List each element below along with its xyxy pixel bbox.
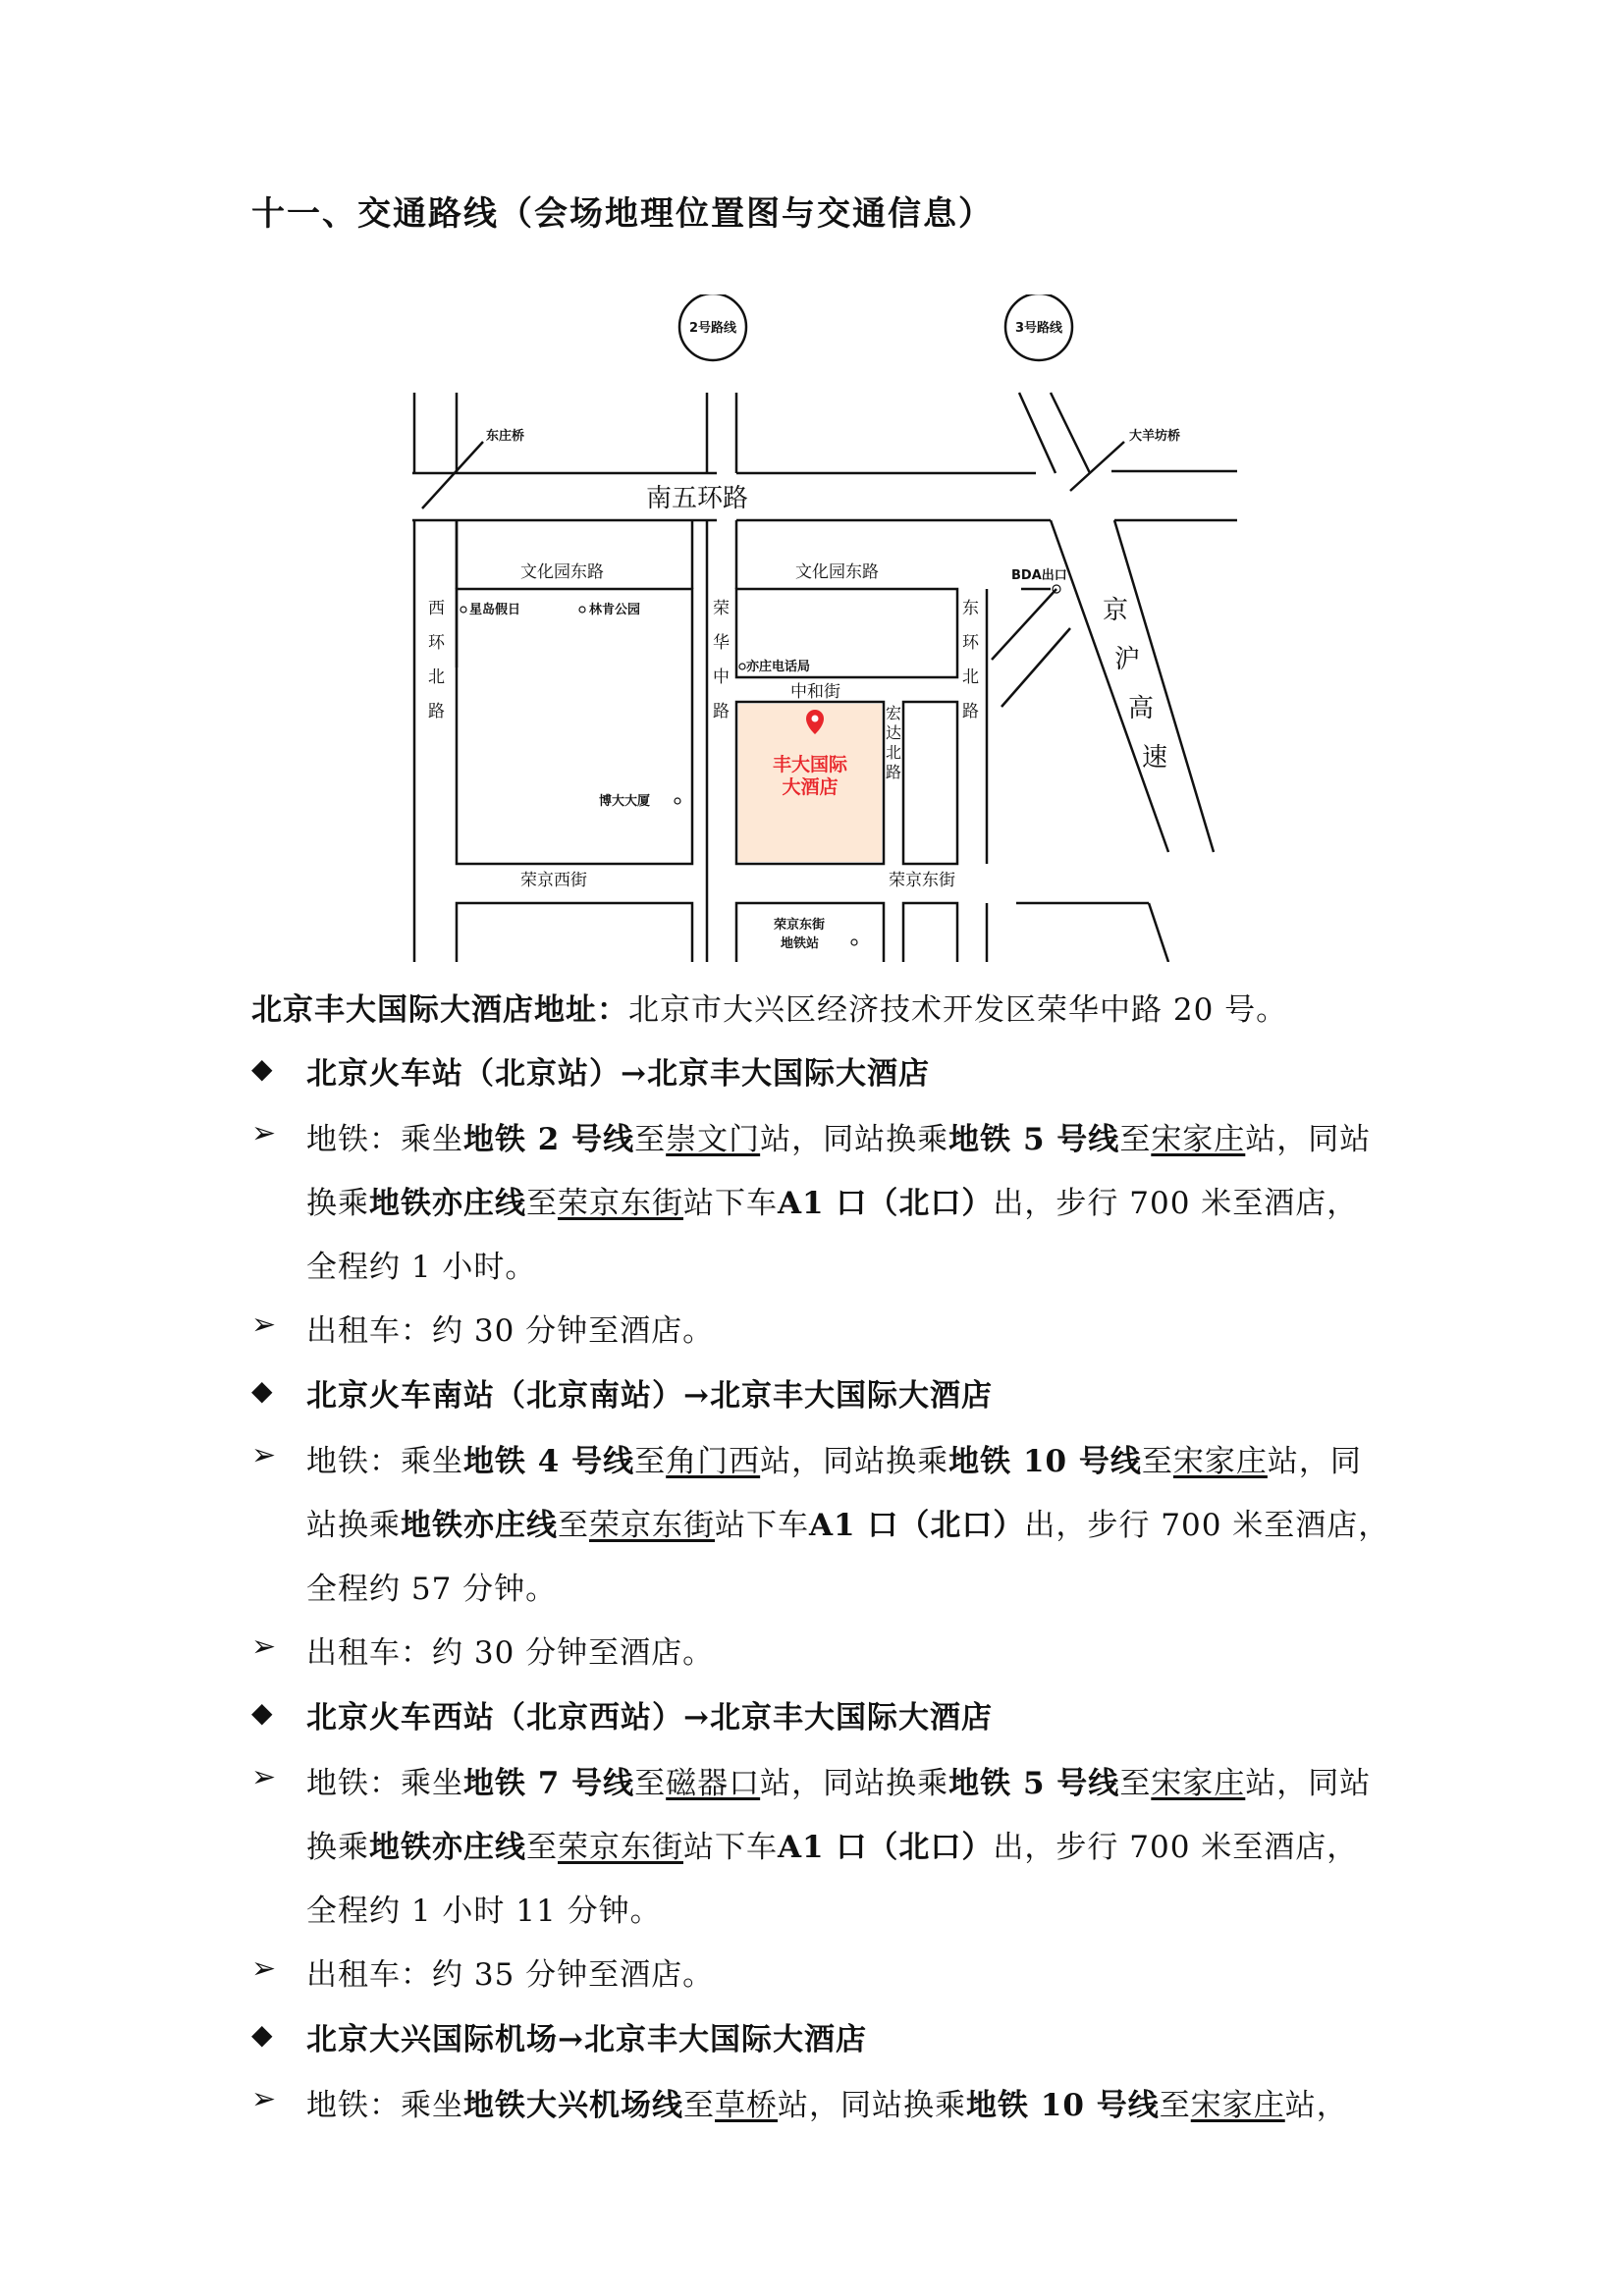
zhonghe-label: 中和街	[790, 682, 840, 702]
arrow-icon: ➢	[251, 2082, 277, 2116]
route-1-subway-line2: 换乘地铁亦庄线至荣京东街站下车A1 口（北口）出，步行 700 米至酒店，	[306, 1186, 1359, 1221]
route-2-title: 北京火车南站（北京南站）→北京丰大国际大酒店	[306, 1378, 993, 1414]
route-1-subway-line3: 全程约 1 小时。	[306, 1250, 537, 1285]
donghuan-3: 北	[962, 667, 979, 687]
diamond-icon: ◆	[251, 2018, 273, 2051]
jinghu-label-4: 速	[1141, 743, 1168, 773]
xihuan-3: 北	[428, 667, 445, 687]
donghuan-1: 东	[962, 599, 979, 618]
hongda-3: 北	[886, 743, 902, 762]
ronghua-1: 荣	[713, 599, 730, 618]
jinghu-label-2: 沪	[1113, 645, 1141, 674]
route-1-subway-line1: 地铁：乘坐地铁 2 号线至崇文门站，同站换乘地铁 5 号线至宋家庄站，同站	[306, 1122, 1372, 1157]
route-1-title: 北京火车站（北京站）→北京丰大国际大酒店	[306, 1056, 930, 1092]
rongjing-east-label: 荣京东街	[889, 871, 955, 890]
xihuan-2: 环	[428, 633, 445, 653]
hotel-label-2: 大酒店	[782, 776, 839, 798]
address-value: 北京市大兴区经济技术开发区荣华中路 20 号。	[628, 992, 1288, 1028]
xihuan-1: 西	[428, 599, 445, 618]
arrow-icon: ➢	[251, 1951, 277, 1986]
wenhua-road-east: 文化园东路	[795, 562, 879, 582]
rongjing-west-label: 荣京西街	[520, 871, 587, 890]
diamond-icon: ◆	[251, 1374, 273, 1407]
route-3-subway-line1: 地铁：乘坐地铁 7 号线至磁器口站，同站换乘地铁 5 号线至宋家庄站，同站	[306, 1766, 1372, 1801]
donghuan-2: 环	[962, 633, 979, 653]
arrow-icon: ➢	[251, 1308, 277, 1342]
dongzhuang-bridge-label: 东庄桥	[486, 429, 525, 444]
south5ring-label: 南五环路	[645, 484, 749, 513]
donghuan-4: 路	[962, 702, 979, 721]
address-label: 北京丰大国际大酒店地址：	[251, 992, 628, 1028]
hotel-label-1: 丰大国际	[772, 754, 848, 775]
dayang-bridge-label: 大羊坊桥	[1129, 429, 1181, 444]
ronghua-4: 路	[713, 702, 730, 721]
subway-label-2: 地铁站	[781, 936, 820, 951]
diamond-icon: ◆	[251, 1696, 273, 1729]
subway-label-1: 荣京东街	[774, 918, 826, 933]
diamond-icon: ◆	[251, 1052, 273, 1085]
arrow-icon: ➢	[251, 1629, 277, 1664]
dianhua-label: 亦庄电话局	[746, 660, 811, 674]
route-3-taxi: 出租车：约 35 分钟至酒店。	[306, 1957, 715, 1993]
bda-exit-label: BDA出口	[1011, 568, 1067, 583]
xingdao-label: 星岛假日	[469, 603, 521, 617]
route-3-subway-line3: 全程约 1 小时 11 分钟。	[306, 1894, 662, 1929]
hongda-2: 达	[886, 723, 902, 742]
wenhua-road-west: 文化园东路	[520, 562, 604, 582]
route-2-subway-line3: 全程约 57 分钟。	[306, 1572, 558, 1607]
arrow-icon: ➢	[251, 1438, 277, 1472]
linyu-label: 林肯公园	[589, 603, 641, 617]
ronghua-2: 华	[713, 633, 730, 653]
hongda-1: 宏	[886, 704, 902, 722]
jinghu-label-3: 高	[1127, 694, 1155, 723]
jinghu-label-1: 京	[1102, 596, 1129, 625]
route-2-taxi: 出租车：约 30 分钟至酒店。	[306, 1635, 715, 1671]
route-3-title: 北京火车西站（北京西站）→北京丰大国际大酒店	[306, 1700, 993, 1735]
route-1-taxi: 出租车：约 30 分钟至酒店。	[306, 1313, 715, 1349]
arrow-icon: ➢	[251, 1760, 277, 1794]
route-2-subway-line2: 站换乘地铁亦庄线至荣京东街站下车A1 口（北口）出，步行 700 米至酒店，	[306, 1508, 1390, 1543]
section-heading: 十一、交通路线（会场地理位置图与交通信息）	[251, 194, 994, 234]
line2-label: 2号路线	[688, 321, 737, 336]
ronghua-3: 中	[713, 667, 730, 687]
line3-label: 3号路线	[1014, 321, 1063, 336]
boda-label: 博大大厦	[599, 794, 651, 809]
route-3-subway-line2: 换乘地铁亦庄线至荣京东街站下车A1 口（北口）出，步行 700 米至酒店，	[306, 1830, 1359, 1865]
xihuan-4: 路	[428, 702, 445, 721]
route-2-subway-line1: 地铁：乘坐地铁 4 号线至角门西站，同站换乘地铁 10 号线至宋家庄站，同	[306, 1444, 1362, 1479]
hotel-address	[251, 985, 1287, 1029]
route-4-title: 北京大兴国际机场→北京丰大国际大酒店	[306, 2022, 867, 2057]
route-4-subway-line1: 地铁：乘坐地铁大兴机场线至草桥站，同站换乘地铁 10 号线至宋家庄站，	[306, 2088, 1348, 2123]
venue-map	[403, 294, 1247, 962]
arrow-icon: ➢	[251, 1116, 277, 1150]
hongda-4: 路	[886, 763, 902, 781]
